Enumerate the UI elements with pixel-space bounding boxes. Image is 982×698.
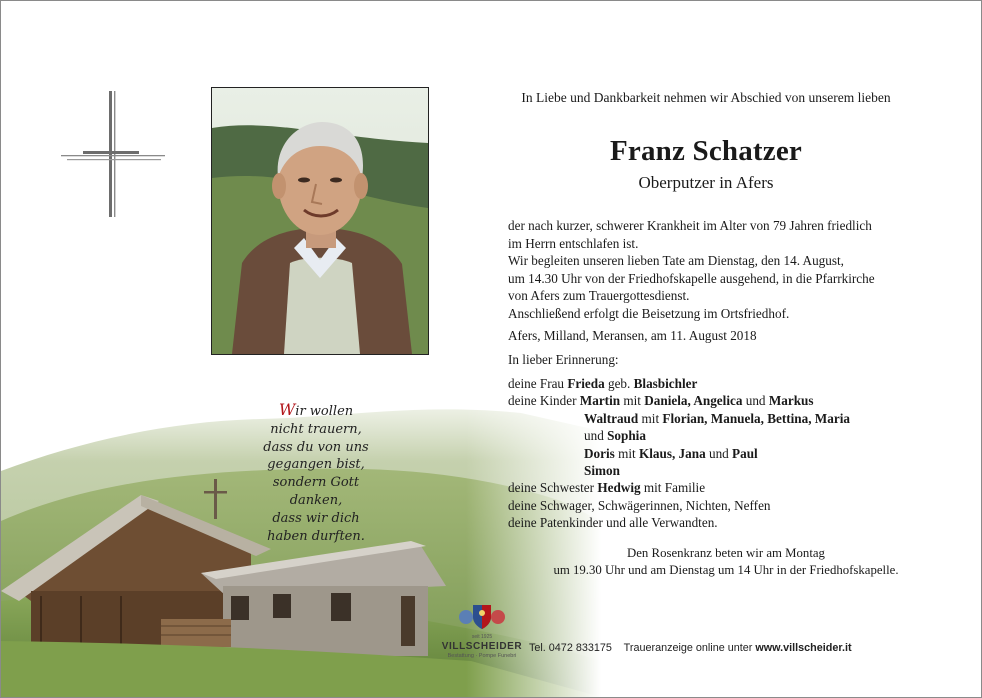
family-text: mit [620,393,645,409]
family-children [508,427,928,444]
contact-footer [529,642,979,654]
poem-first-rest: ir wollen [295,404,354,419]
phone-number: Tel. 0472 833175 [529,642,612,654]
family-text: deine Schwester [508,480,598,496]
family-inlaws: deine Schwager, Schwägerinnen, Nichten, Neffen [508,497,771,513]
body-line: um 14.30 Uhr von der Friedhofskapelle ausgehend, in die Pfarrkirche [508,270,875,286]
poem-initial: W [278,400,296,419]
poem-line: gegangen bist, [267,457,365,473]
family-list [508,375,928,532]
cross-icon [59,89,169,219]
family-name: Doris [584,445,615,461]
family-text: und [705,445,733,461]
poem-line: nicht trauern, [270,421,362,437]
rosary-line: Den Rosenkranz beten wir am Montag [627,546,825,560]
family-crest-icon [439,601,525,633]
body-line: im Herrn entschlafen ist. [508,235,639,251]
family-name: Daniela, Angelica [644,393,743,409]
family-godchildren: deine Patenkinder und alle Verwandten. [508,515,718,531]
family-children [508,445,928,462]
family-text: geb. [604,376,634,391]
family-text: mit [614,445,639,461]
body-line: der nach kurzer, schwerer Krankheit im Alter von 79 Jahren friedlich [508,218,872,233]
announcement-body [508,217,928,323]
family-name: Florian, Manuela, Bettina, Maria [662,410,850,426]
family-children [508,462,928,479]
body-line: Anschließend erfolgt die Beisetzung im Ortsfriedhof. [508,305,790,321]
family-wife [508,375,928,392]
poem-line: dass wir dich [272,510,360,526]
family-text: und [742,393,769,409]
family-name: Klaus, Jana [638,445,706,461]
place-date: Afers, Milland, Meransen, am 11. August 2018 [508,328,757,343]
poem-line: sondern Gott danken, [272,475,360,508]
family-name: Blasbichler [633,376,698,391]
family-name: Hedwig [597,480,641,496]
poem-line: haben durften. [267,528,365,544]
body-line: von Afers zum Trauergottesdienst. [508,288,690,304]
villscheider-logo [439,601,525,661]
logo-brand: VILLSCHEIDER [441,641,523,652]
family-name: Sophia [607,428,646,444]
family-text: und [584,428,608,444]
family-name: Markus [768,393,814,409]
family-sister [508,479,928,496]
family-name: Waltraud [584,410,639,426]
deceased-portrait [211,87,429,355]
poem [251,401,381,545]
logo-since: seit 1925 [471,634,493,640]
website-link[interactable]: www.villscheider.it [755,642,852,654]
family-text: mit [638,410,663,426]
memory-heading: In lieber Erinnerung: [508,352,619,367]
body-line: Wir begleiten unseren lieben Tate am Dienstag, den 14. August, [508,253,844,269]
rosary-notice [481,545,971,579]
logo-subtitle: Bestattung · Pompe Funebri [447,653,517,659]
family-name: Paul [732,445,758,461]
poem-line-first [251,401,381,421]
family-name: Martin [579,393,621,409]
deceased-name: Franz Schatzer [609,135,803,167]
family-name: Simon [584,462,620,478]
family-children [508,410,928,427]
deceased-title: Oberputzer in Afers [638,173,774,192]
poem-line: dass du von uns [263,439,369,455]
family-text: deine Frau [508,376,568,391]
intro-text: In Liebe und Dankbarkeit nehmen wir Abschied von unserem lieben [521,90,891,105]
family-text: mit Familie [640,480,706,496]
family-children [508,392,928,409]
family-text: deine Kinder [508,393,580,409]
rosary-line: um 19.30 Uhr und am Dienstag um 14 Uhr in der Friedhofskapelle. [553,562,899,577]
online-text: Traueranzeige online unter [623,642,756,654]
family-name: Frieda [567,376,605,391]
